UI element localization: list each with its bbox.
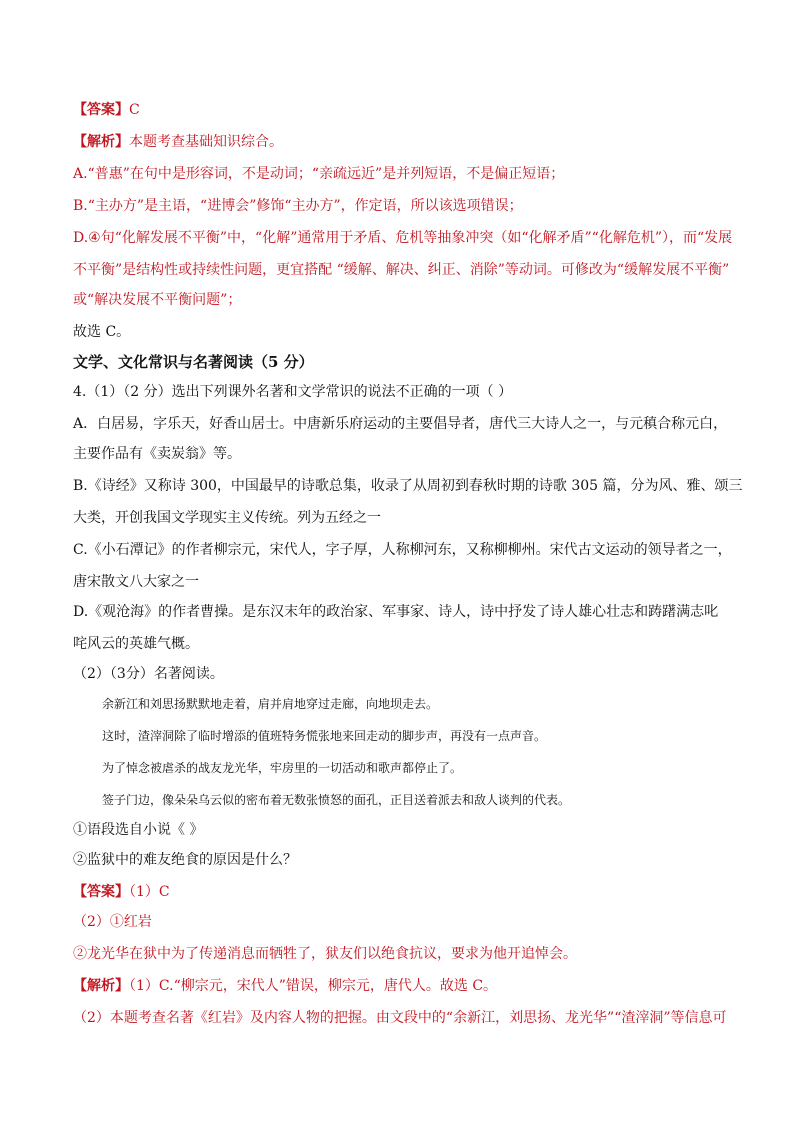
option-b: B.《诗经》又称诗 300，中国最早的诗歌总集，收录了从周初到春秋时期的诗歌 305 篇，分为风、雅、颂三	[73, 478, 743, 494]
option-a-cont: 主要作品有《卖炭翁》等。	[73, 446, 241, 462]
part2-stem: （2）（3分）名著阅读。	[73, 666, 224, 682]
conclusion: 故选 C。	[73, 324, 131, 340]
analysis-item-a: A.“普惠”在句中是形容词，不是动词；“亲疏远近”是并列短语，不是偏正短语；	[73, 166, 565, 182]
excerpt-line: 为了悼念被虐杀的战友龙光华，牢房里的一切活动和歌声都停止了。	[102, 761, 463, 775]
analysis-item-d-end: 或“解决发展不平衡问题”；	[73, 292, 242, 308]
analysis-line-2: （2）本题考查名著《红岩》及内容人物的把握。由文段中的“余新江，刘思扬、龙光华”“渣滓洞”等信息可	[73, 1010, 727, 1026]
answer-tag: 【答案】	[73, 884, 129, 900]
analysis-text: 本题考查基础知识综合。	[129, 134, 283, 150]
answer-value: C	[129, 102, 140, 118]
excerpt-line: 余新江和刘思扬默默地走着，肩并肩地穿过走廊，向地坝走去。	[102, 697, 439, 711]
option-d-cont: 咤风云的英雄气概。	[73, 636, 199, 652]
analysis-item-d-cont: 不平衡”是结构性或持续性问题，更宜搭配 “缓解、解决、纠正、消除”等动词。可修改为“缓解发展不平衡”	[73, 262, 730, 278]
answer-line	[73, 882, 170, 902]
option-b-cont: 大类，开创我国文学现实主义传统。列为五经之一	[73, 510, 381, 526]
answer-value: （1）C	[129, 884, 170, 900]
answer-line	[73, 100, 140, 120]
answer-part2-line: （2）①红岩	[73, 914, 152, 930]
option-c-cont: 唐宋散文八大家之一	[73, 574, 199, 590]
analysis-text: （1）C.“柳宗元，宋代人”错误，柳宗元，唐代人。故选 C。	[129, 978, 498, 994]
option-d: D.《观沧海》的作者曹操。是东汉末年的政治家、军事家、诗人，诗中抒发了诗人雄心壮志和踌躇满志叱	[73, 604, 719, 620]
answer-part2-line: ②龙光华在狱中为了传递消息而牺牲了，狱友们以绝食抗议，要求为他开追悼会。	[73, 946, 577, 962]
analysis-tag: 【解析】	[73, 134, 129, 150]
analysis-tag: 【解析】	[73, 978, 129, 994]
question-stem: 4.（1）（2 分）选出下列课外名著和文学常识的说法不正确的一项（ ）	[73, 384, 513, 400]
excerpt-line: 这时，渣滓洞除了临时增添的值班特务慌张地来回走动的脚步声，再没有一点声音。	[102, 729, 547, 743]
analysis-item-b: B.“主办方”是主语，“进博会”修饰“主办方”，作定语，所以该选项错误；	[73, 198, 523, 214]
analysis-line	[73, 976, 497, 996]
option-a: A．白居易，字乐天，好香山居士。中唐新乐府运动的主要倡导者，唐代三大诗人之一，与元稹合称元白，	[73, 416, 728, 432]
answer-tag: 【答案】	[73, 102, 129, 118]
sub-question-1: ①语段选自小说《 》	[73, 822, 204, 838]
analysis-line	[73, 132, 283, 152]
option-c: C.《小石潭记》的作者柳宗元，宋代人，字子厚，人称柳河东，又称柳柳州。宋代古文运动的领导者之一，	[73, 542, 732, 558]
sub-question-2: ②监狱中的难友绝食的原因是什么？	[73, 852, 297, 868]
excerpt-line: 签子门边，像朵朵乌云似的密布着无数张愤怒的面孔，正目送着派去和敌人谈判的代表。	[102, 793, 571, 807]
section-title: 文学、文化常识与名著阅读（5 分）	[73, 353, 314, 371]
analysis-item-d: D.④句“化解发展不平衡”中，“化解”通常用于矛盾、危机等抽象冲突（如“化解矛盾”“化解危机”），而“发展	[73, 230, 733, 246]
